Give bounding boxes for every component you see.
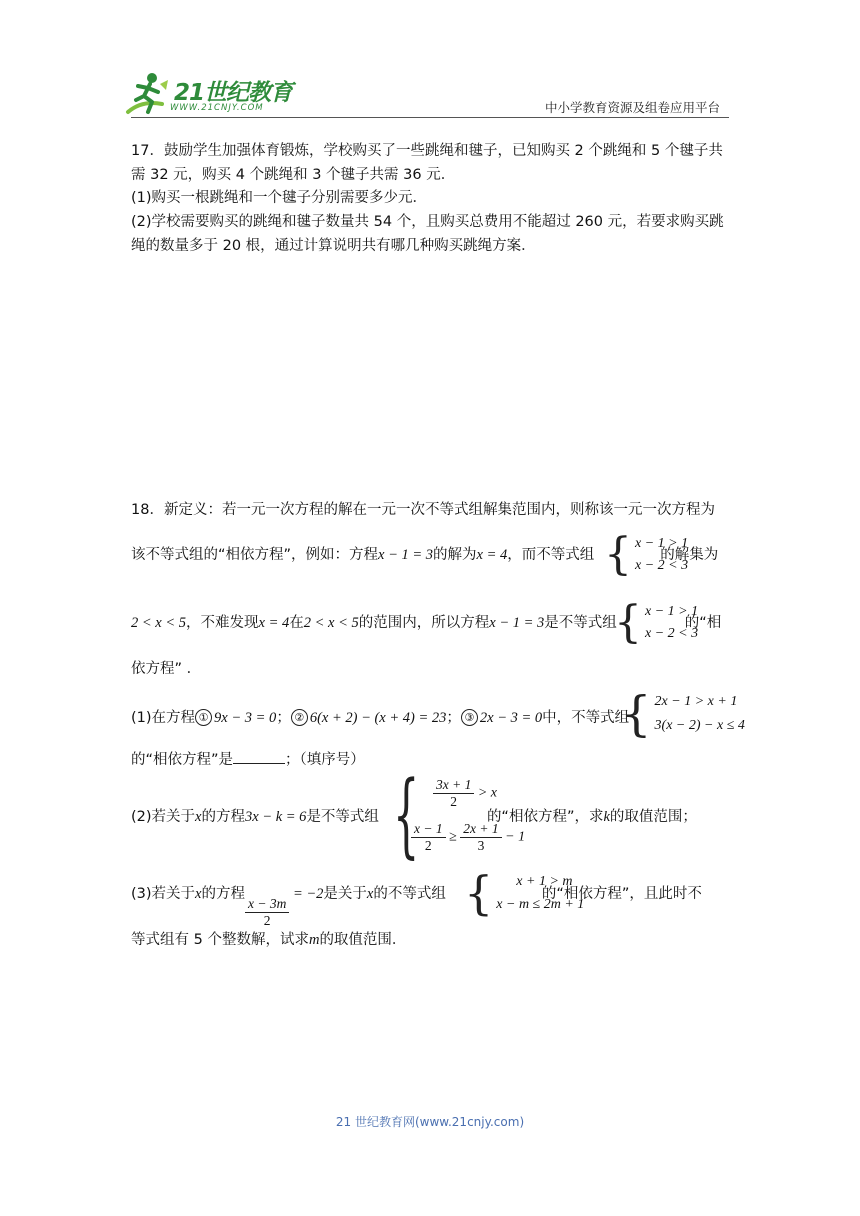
system-row: x − m ≤ 2m + 1	[496, 896, 585, 912]
q18-line-1: 18．新定义：若一元一次方程的解在一元一次不等式组解集范围内，则称该一元一次方程为	[131, 502, 715, 518]
system-row: x − 1 > 1	[645, 604, 699, 619]
q18-line-4: 依方程” ．	[131, 661, 202, 677]
inequality-rest: > x	[474, 785, 498, 801]
example-equation: x − 1 = 3	[489, 615, 545, 631]
part2-inequality-system: { $\frac{3x + 1}{2}$ > x $\frac{x - 1}{2}$ ≥ $\frac{2x + 1}{3}$ − 1	[393, 761, 526, 868]
fraction-numerator: 2x + 1	[460, 821, 501, 838]
separator: ；	[276, 710, 291, 726]
q18-text: 的“相依方程”，且此时不	[541, 886, 702, 902]
logo-text: 21世纪教育	[174, 80, 293, 106]
system-row: x − 2 < 3	[645, 626, 699, 641]
q18-part1-answer-line	[131, 749, 365, 770]
q18-text: 是不等式组	[306, 809, 379, 825]
q18-text: 的取值范围；	[609, 809, 697, 825]
example-solution: x = 4	[476, 547, 508, 563]
q18-text: 的解为	[433, 547, 477, 563]
equation-1: 9x − 3 = 0	[214, 710, 277, 726]
q18-text: (1)在方程	[131, 710, 196, 726]
example-inequality-system-2: { x − 1 > 1 x − 2 < 3	[614, 597, 699, 648]
example-inequality-system: { x − 1 > 1 x − 2 < 3	[604, 529, 689, 580]
system-row: 3(x − 2) − x ≤ 4	[654, 718, 745, 733]
answer-blank[interactable]	[233, 749, 285, 764]
example-range: 2 < x < 5	[131, 615, 187, 631]
q18-text: 的“相	[684, 615, 722, 631]
q18-text: 的“相依方程”，求	[486, 809, 604, 825]
q18-text: 等式组有 5 个整数解，试求	[131, 932, 309, 948]
fraction-numerator: x − 3m	[245, 896, 289, 913]
q18-text: 的方程	[201, 809, 245, 825]
q18-part3-line	[131, 884, 702, 929]
separator: ；	[446, 710, 461, 726]
q18-text: 该不等式组的“相依方程”，例如：方程	[131, 547, 379, 563]
q17-line-2: 需 32 元，购买 4 个跳绳和 3 个毽子共需 36 元．	[131, 167, 456, 183]
q18-text: 是关于	[323, 886, 367, 902]
circle-number-2: ②	[291, 709, 308, 726]
q18-text: 的不等式组	[373, 886, 446, 902]
example-solution: x = 4	[258, 615, 290, 631]
part1-inequality-system: { 2x − 1 > x + 1 3(x − 2) − x ≤ 4	[621, 686, 745, 742]
fraction-numerator: x − 1	[411, 821, 446, 838]
q18-text: ，而不等式组	[507, 547, 595, 563]
equation-2: 6(x + 2) − (x + 4) = 23	[309, 710, 447, 726]
site-logo	[122, 70, 297, 120]
variable-x: x	[195, 809, 202, 825]
system-row: x − 1 > 1	[635, 536, 689, 551]
circle-number-1: ①	[195, 709, 212, 726]
system-row: 2x − 1 > x + 1	[654, 694, 738, 709]
q17-line-1: 17．鼓励学生加强体育锻炼，学校购买了一些跳绳和毽子，已知购买 2 个跳绳和 5 个毽子共	[131, 143, 723, 159]
q18-part1-line	[131, 708, 629, 728]
system-row: x + 1 > m	[516, 873, 573, 889]
q18-text: (3)若关于	[131, 886, 196, 902]
q17-line-3: (1)购买一根跳绳和一个毽子分别需要多少元．	[131, 190, 428, 206]
q17-line-5: 绳的数量多于 20 根，通过计算说明共有哪几种购买跳绳方案．	[131, 238, 536, 254]
fraction-denominator: 2	[450, 793, 458, 809]
platform-title: 中小学教育资源及组卷应用平台	[545, 100, 721, 115]
part2-equation: 3x − k = 6	[244, 809, 307, 825]
q18-part3-line-2	[131, 930, 406, 950]
header-divider	[131, 117, 729, 118]
example-range: 2 < x < 5	[303, 615, 359, 631]
q17-line-4: (2)学校需要购买的跳绳和毽子数量共 54 个，且购买总费用不能超过 260 元，若要求购买跳	[131, 214, 724, 230]
logo-url: WWW.21CNJY.COM	[170, 103, 264, 113]
q18-text: 的解集为	[660, 547, 719, 563]
part3-inequality-system: { x + 1 > m x − m ≤ 2m + 1	[464, 866, 585, 920]
circle-number-3: ③	[461, 709, 478, 726]
q18-text: 的范围内，所以方程	[358, 615, 490, 631]
fraction-denominator: 3	[477, 837, 485, 853]
q18-text: (2)若关于	[131, 809, 196, 825]
system-row: x − 2 < 3	[635, 558, 689, 573]
q18-text: 是不等式组	[544, 615, 617, 631]
inequality-rest: − 1	[501, 829, 526, 845]
variable-m: m	[308, 932, 320, 948]
example-equation: x − 1 = 3	[378, 547, 434, 563]
equation-3: 2x − 3 = 0	[479, 710, 543, 726]
q18-text: 的方程	[201, 886, 245, 902]
equation-rest: = −2	[289, 886, 324, 902]
page-footer: 21 世纪教育网(www.21cnjy.com)	[335, 1115, 525, 1129]
fraction-denominator: 2	[263, 913, 271, 928]
variable-k: k	[603, 809, 610, 825]
q18-text: 的“相依方程”是	[131, 752, 234, 768]
variable-x: x	[366, 886, 374, 902]
system-row	[411, 821, 525, 854]
inequality-sign: ≥	[445, 829, 461, 845]
q18-text: 中，不等式组	[542, 710, 630, 726]
fraction-numerator: 3x + 1	[433, 777, 474, 794]
q18-text: 的取值范围．	[319, 932, 407, 948]
q18-text: ，不难发现	[186, 615, 259, 631]
runner-logo-icon	[122, 70, 172, 120]
q18-text: 在	[289, 615, 304, 631]
fraction-denominator: 2	[424, 837, 432, 853]
variable-x: x	[195, 886, 202, 902]
system-row	[411, 777, 525, 810]
q18-text: ；（填序号）	[285, 752, 365, 768]
